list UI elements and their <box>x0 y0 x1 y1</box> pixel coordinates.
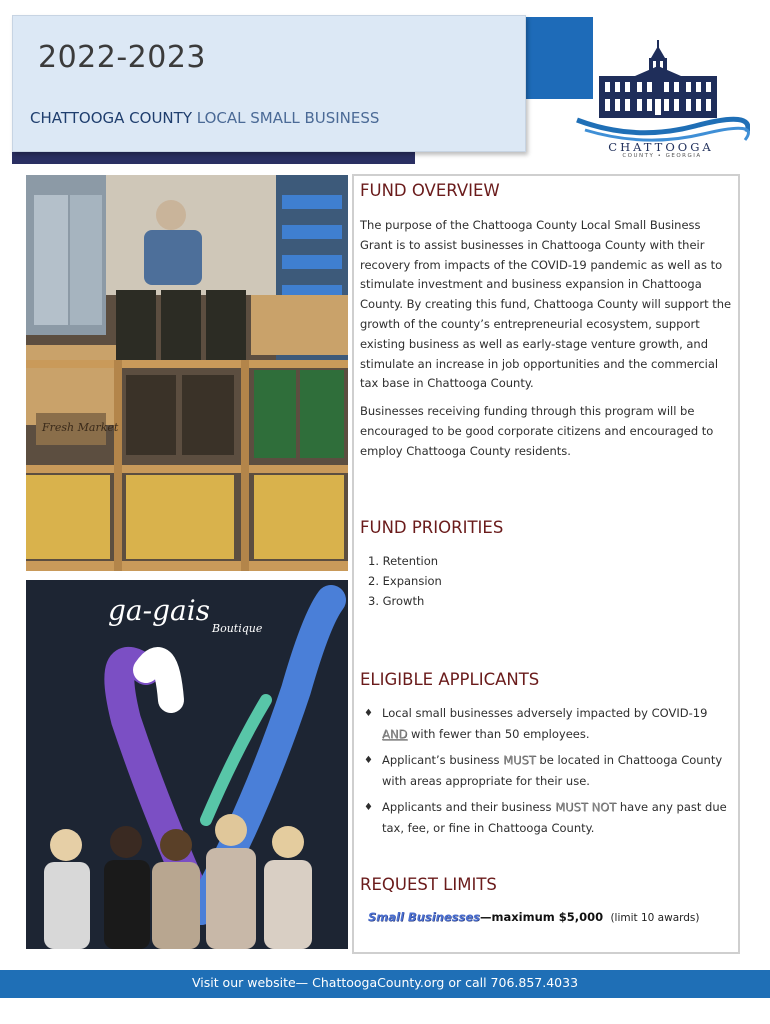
eligibility-text: with fewer than 50 employees. <box>407 727 590 741</box>
maximum-amount: —maximum $5,000 <box>479 910 604 924</box>
boutique-photo-illustration <box>26 580 348 949</box>
fund-overview-paragraph-1: The purpose of the Chattooga County Local Small Business Grant is to assist businesses in Chattooga County with their recovery from impacts of the COVID-19 pandemic as well as to stimulate investment and business expansion in Chattooga County. By creating this fund, Chattooga County will support the growth of the county’s entrepreneurial ecosystem, support existing business as well as early-stage venture growth, and stimulate an increase in job opportunities and the commercial tax base in Chattooga County. <box>360 218 732 391</box>
grocery-photo-illustration <box>26 175 348 571</box>
request-limits-line <box>368 910 700 924</box>
priority-item: 3. Growth <box>368 594 425 608</box>
diamond-bullet-icon: ♦ <box>364 755 373 766</box>
eligible-applicants-title: ELIGIBLE APPLICANTS <box>360 670 540 689</box>
header-subtitle-light: LOCAL SMALL BUSINESS <box>196 109 380 127</box>
market-sign-text: Fresh Market <box>42 421 119 434</box>
eligibility-item-text <box>382 750 734 792</box>
eligibility-item-text <box>382 797 734 839</box>
eligibility-item <box>364 703 734 747</box>
emphasis-must-not: MUST NOT <box>555 800 617 814</box>
priority-item: 2. Expansion <box>368 574 442 588</box>
diamond-bullet-icon: ♦ <box>364 802 373 813</box>
request-limits-title: REQUEST LIMITS <box>360 875 497 894</box>
boutique-sign-main: ga-gais <box>108 594 211 627</box>
priority-item: 1. Retention <box>368 554 439 568</box>
eligibility-text: be located in Chattooga County with areas appropriate for their use. <box>382 753 723 788</box>
emphasis-and: AND <box>382 727 408 741</box>
header-year: 2022-2023 <box>38 40 207 75</box>
footer-text: Visit our website— ChattoogaCounty.org or call 706.857.4033 <box>191 975 579 990</box>
grocery-store-photo <box>26 175 348 571</box>
boutique-sign-sub: Boutique <box>212 622 263 635</box>
small-businesses-label: Small Businesses <box>368 910 480 924</box>
boutique-group-photo <box>26 580 348 949</box>
fund-priorities-list <box>368 551 442 611</box>
emphasis-must: MUST <box>503 753 536 767</box>
fund-priorities-title: FUND PRIORITIES <box>360 518 504 537</box>
fund-overview-paragraph-2: Businesses receiving funding through this program will be encouraged to be good corporate citizens and encouraged to employ Chattooga County residents. <box>360 404 714 458</box>
header-subtitle <box>30 109 379 127</box>
eligibility-item <box>364 797 734 841</box>
eligibility-item <box>364 750 734 794</box>
logo-wordmark: CHATTOOGA <box>608 140 714 154</box>
eligibility-text: have any past due tax, fee, or fine in Chattooga County. <box>382 800 727 835</box>
header-subtitle-dark: CHATTOOGA COUNTY <box>30 109 192 127</box>
logo-tagline: COUNTY • GEORGIA <box>622 153 702 159</box>
header-banner <box>12 15 526 152</box>
eligibility-text: Applicant’s business <box>382 753 504 767</box>
header-shadow-bar <box>12 150 415 164</box>
eligibility-item-text <box>382 703 734 745</box>
award-limit: (limit 10 awards) <box>610 912 700 924</box>
eligibility-text: Applicants and their business <box>382 800 556 814</box>
diamond-bullet-icon: ♦ <box>364 708 373 719</box>
fund-overview-title: FUND OVERVIEW <box>360 181 500 200</box>
eligibility-text: Local small businesses adversely impacted by COVID-19 <box>382 706 708 720</box>
